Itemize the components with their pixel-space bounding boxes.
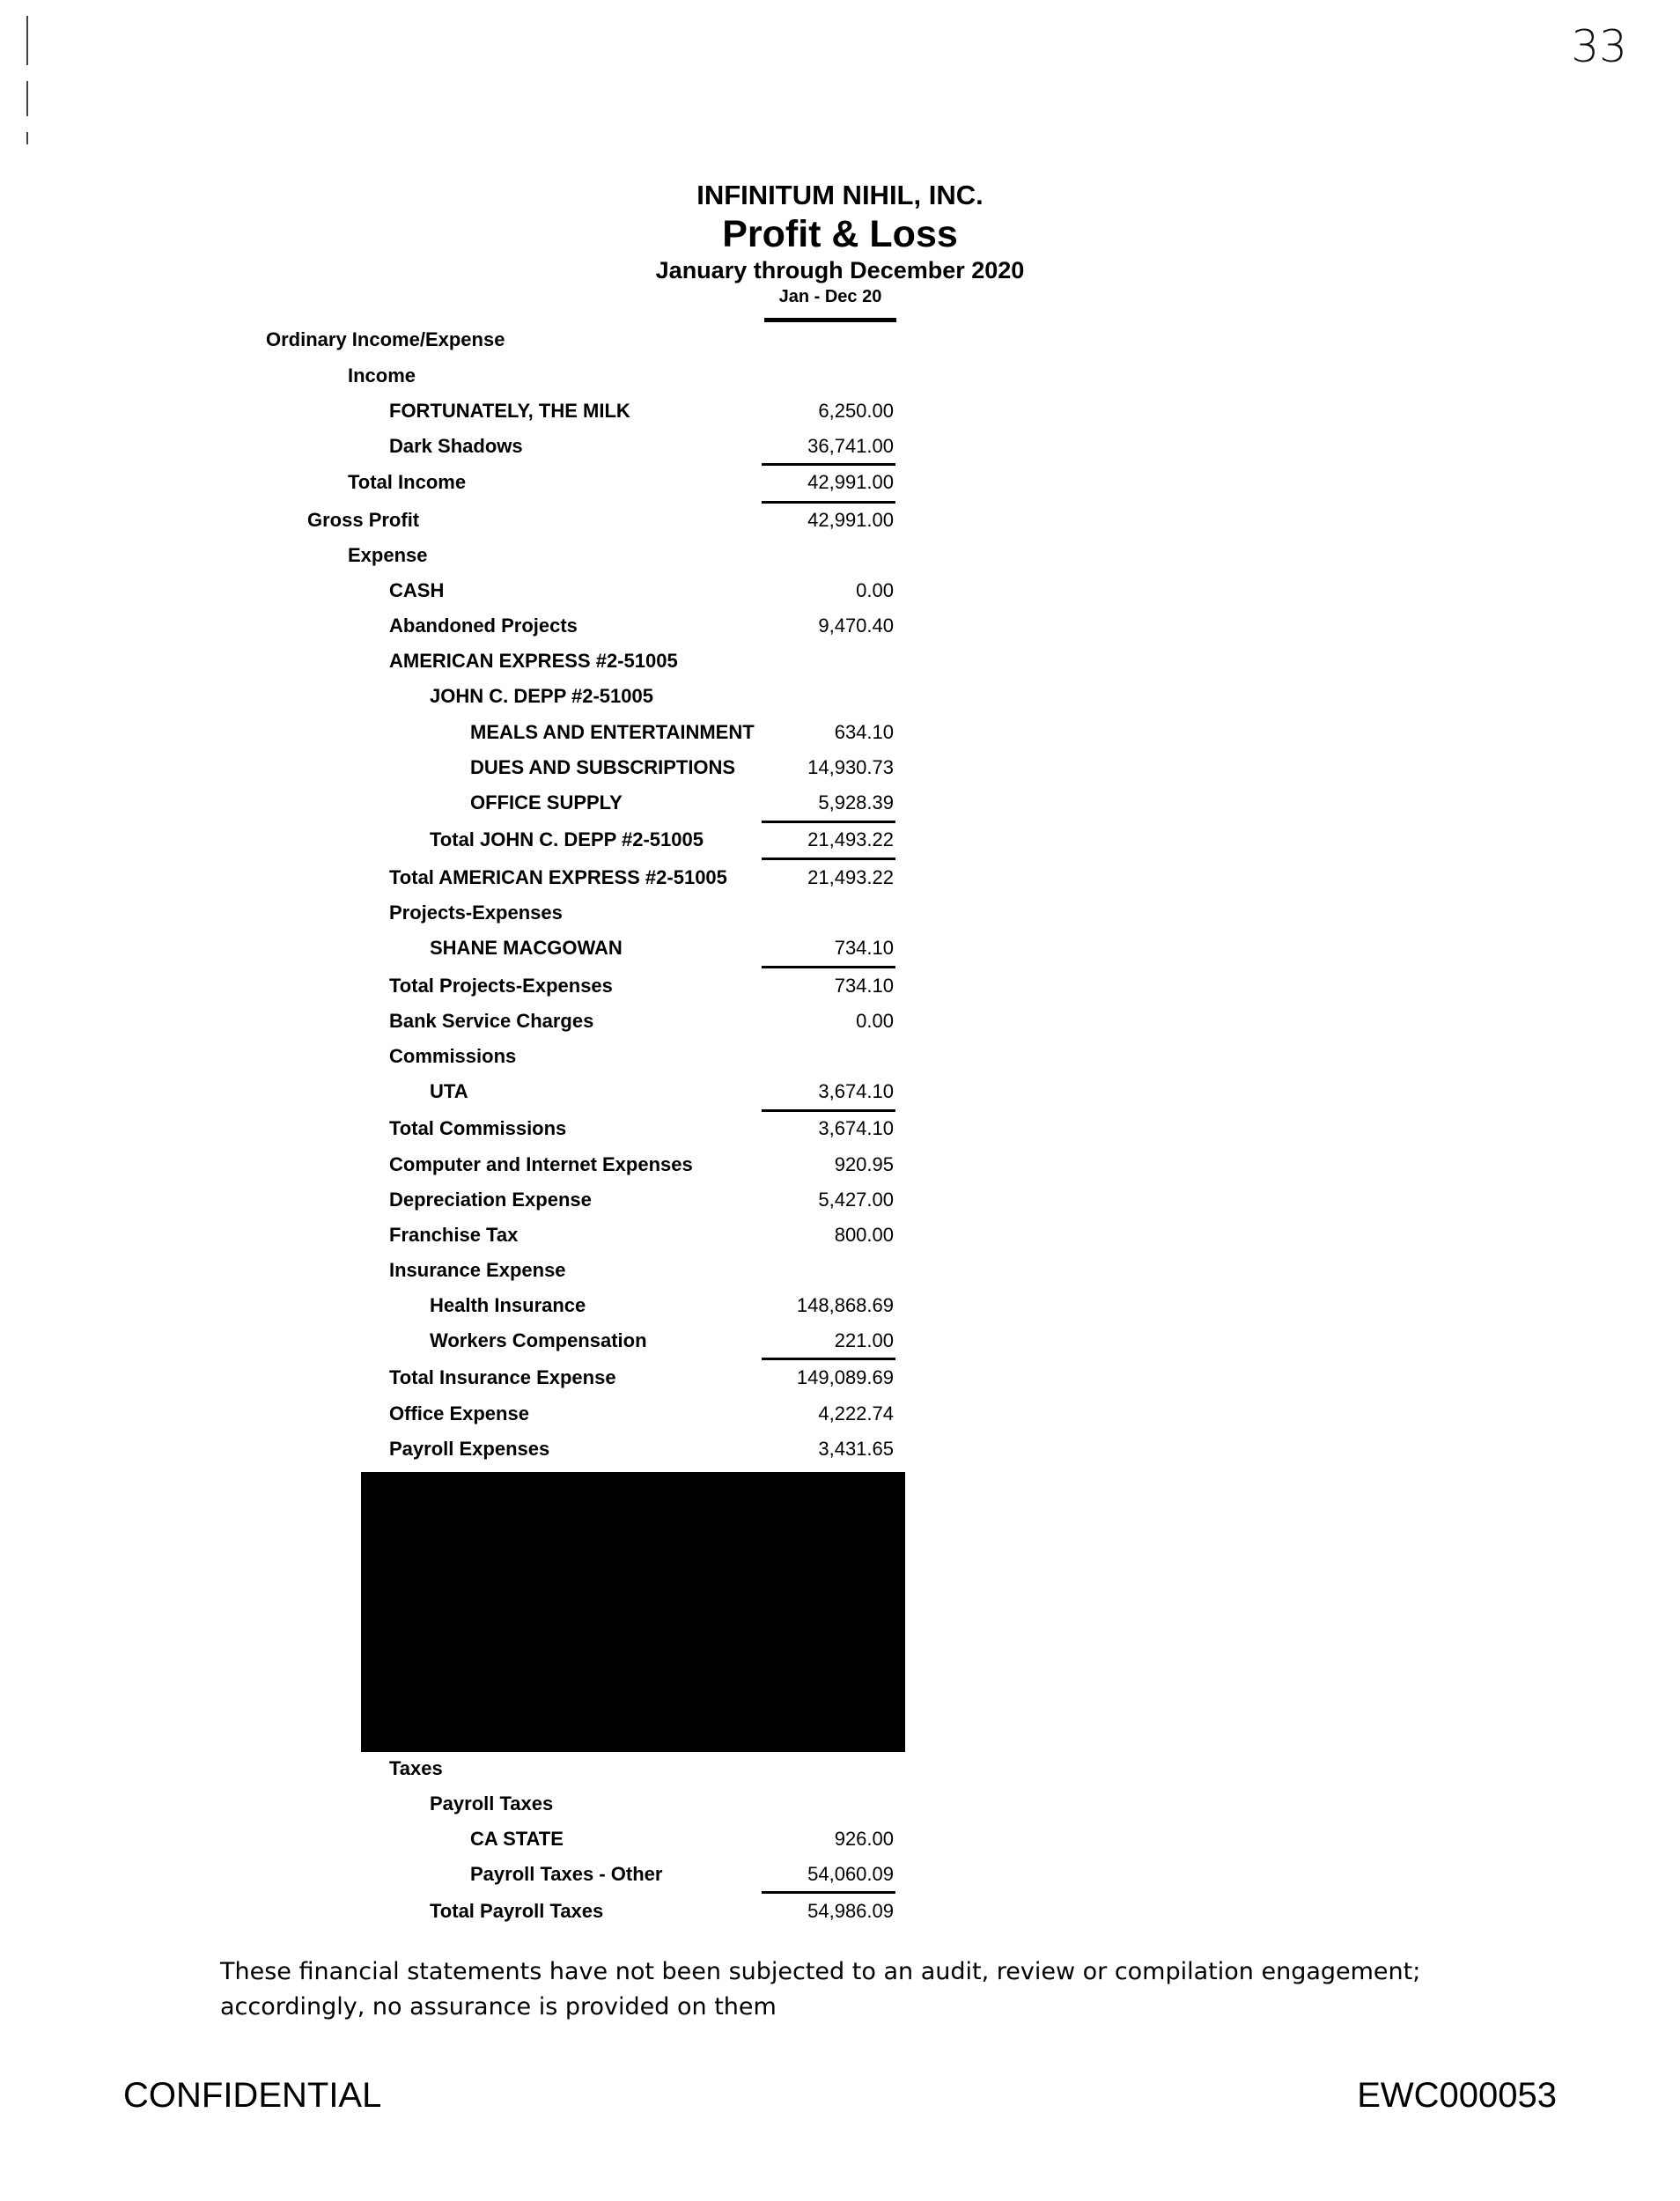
row-amount: 0.00	[856, 579, 894, 601]
row-label: Total Payroll Taxes	[430, 1900, 604, 1922]
row-amount: 54,060.09	[807, 1863, 894, 1885]
row-amount: 42,991.00	[807, 471, 894, 493]
row-amount: 14,930.73	[807, 756, 894, 778]
row-label: OFFICE SUPPLY	[470, 791, 623, 813]
row-amount: 42,991.00	[807, 509, 894, 531]
row-amount: 54,986.09	[807, 1900, 894, 1922]
row-amount: 3,674.10	[818, 1080, 894, 1102]
subtotal-rule	[762, 1358, 895, 1360]
row-label: Ordinary Income/Expense	[266, 328, 505, 350]
row-amount: 221.00	[834, 1329, 894, 1351]
row-label: Dark Shadows	[389, 435, 523, 457]
row-amount: 6,250.00	[818, 400, 894, 422]
row-label: FORTUNATELY, THE MILK	[389, 400, 630, 422]
row-label: Payroll Taxes - Other	[470, 1863, 663, 1885]
row-amount: 920.95	[834, 1153, 894, 1175]
row-amount: 21,493.22	[807, 866, 894, 888]
margin-mark	[26, 132, 28, 144]
row-label: Office Expense	[389, 1402, 529, 1424]
row-label: Gross Profit	[307, 509, 420, 531]
subtotal-rule	[762, 821, 895, 823]
margin-mark	[26, 16, 28, 65]
row-label: Total Income	[348, 471, 467, 493]
company-name: INFINITUM NIHIL, INC.	[696, 180, 984, 210]
column-header: Jan - Dec 20	[764, 287, 896, 322]
row-label: JOHN C. DEPP #2-51005	[430, 685, 653, 707]
row-label: Computer and Internet Expenses	[389, 1153, 693, 1175]
row-amount: 148,868.69	[796, 1294, 894, 1316]
row-amount: 21,493.22	[807, 828, 894, 850]
row-label: Total Commissions	[389, 1117, 567, 1139]
row-label: Payroll Taxes	[430, 1792, 554, 1815]
confidential-label: CONFIDENTIAL	[123, 2076, 382, 2115]
row-amount: 634.10	[834, 721, 894, 743]
disclaimer-text: These financial statements have not been subjected to an audit, review or compilation engagement; accordingly, no assurance is provided on them	[220, 1958, 1421, 2021]
redaction-block	[361, 1472, 905, 1752]
report-title: Profit & Loss	[722, 213, 958, 255]
row-label: Bank Service Charges	[389, 1010, 594, 1032]
row-label: Insurance Expense	[389, 1259, 566, 1281]
subtotal-rule	[762, 1891, 895, 1894]
row-label: Payroll Expenses	[389, 1438, 550, 1460]
subtotal-rule	[762, 501, 895, 504]
subtotal-rule	[762, 1109, 895, 1112]
row-label: Total Projects-Expenses	[389, 975, 613, 997]
row-label: Total AMERICAN EXPRESS #2-51005	[389, 866, 727, 888]
row-amount: 800.00	[834, 1224, 894, 1246]
row-label: Total Insurance Expense	[389, 1366, 616, 1388]
row-amount: 9,470.40	[818, 615, 894, 637]
row-label: SHANE MACGOWAN	[430, 937, 623, 959]
row-amount: 0.00	[856, 1010, 894, 1032]
row-label: CASH	[389, 579, 445, 601]
row-label: Abandoned Projects	[389, 615, 578, 637]
subtotal-rule	[762, 966, 895, 968]
subtotal-rule	[762, 463, 895, 466]
row-label: Income	[348, 364, 416, 386]
margin-mark	[26, 81, 28, 116]
row-amount: 734.10	[834, 937, 894, 959]
row-label: AMERICAN EXPRESS #2-51005	[389, 650, 678, 672]
row-label: Depreciation Expense	[389, 1189, 592, 1211]
row-label: Franchise Tax	[389, 1224, 519, 1246]
report-period: January through December 2020	[655, 257, 1025, 283]
row-label: Taxes	[389, 1757, 443, 1779]
row-amount: 149,089.69	[796, 1366, 894, 1388]
row-label: Projects-Expenses	[389, 902, 563, 924]
row-amount: 3,674.10	[818, 1117, 894, 1139]
row-label: Health Insurance	[430, 1294, 586, 1316]
row-amount: 5,928.39	[818, 791, 894, 813]
row-amount: 926.00	[834, 1828, 894, 1850]
row-amount: 36,741.00	[807, 435, 894, 457]
row-amount: 3,431.65	[818, 1438, 894, 1460]
row-label: Commissions	[389, 1045, 517, 1067]
row-label: Workers Compensation	[430, 1329, 647, 1351]
row-amount: 734.10	[834, 975, 894, 997]
page-number: 33	[1571, 21, 1627, 72]
subtotal-rule	[762, 858, 895, 860]
row-label: Total JOHN C. DEPP #2-51005	[430, 828, 704, 850]
row-label: MEALS AND ENTERTAINMENT	[470, 721, 755, 743]
row-amount: 5,427.00	[818, 1189, 894, 1211]
row-label: UTA	[430, 1080, 468, 1102]
row-label: Expense	[348, 544, 428, 566]
bates-number: EWC000053	[1357, 2076, 1557, 2115]
row-label: CA STATE	[470, 1828, 564, 1850]
row-amount: 4,222.74	[818, 1402, 894, 1424]
row-label: DUES AND SUBSCRIPTIONS	[470, 756, 736, 778]
